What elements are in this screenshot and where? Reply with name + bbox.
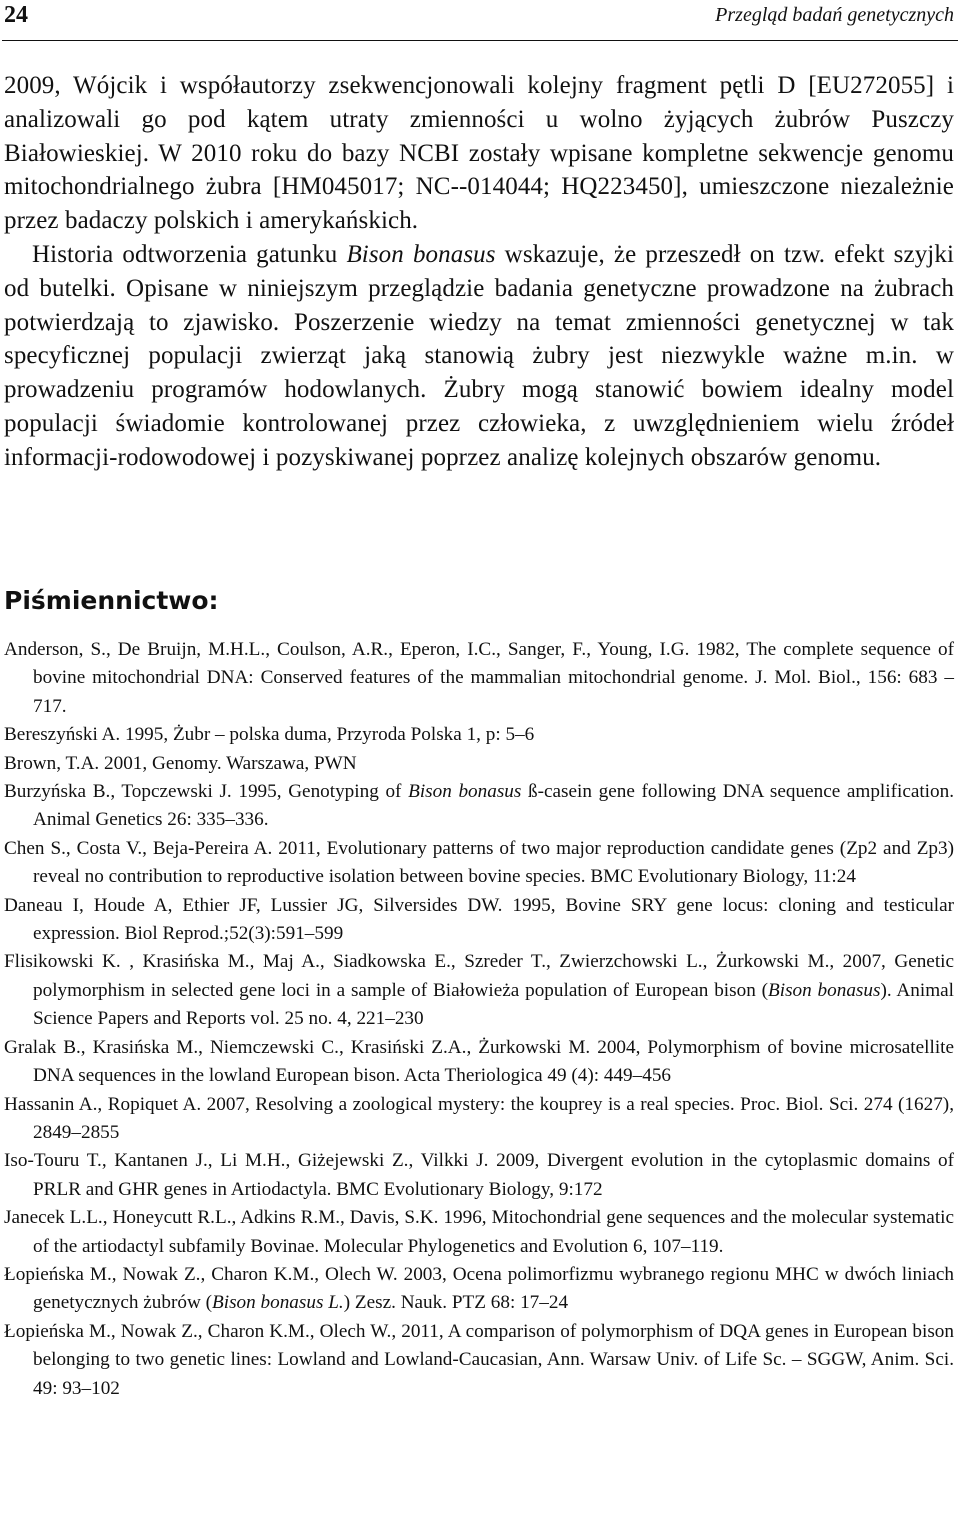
page-header [0,0,960,36]
species-name: Bison bonasus L. [212,1292,344,1314]
reference-item: Chen S., Costa V., Beja-Pereira A. 2011, Evolutionary patterns of two major reproduction candidate genes (Zp2 and Zp3) reveal no contribution to reproductive isolation between bovine species. BMC Evolutionary Biology, 11:24 [4,837,954,888]
text-run: Flisikowski K. , Krasińska M., Maj A., Siadkowska E., Szreder T., Zwierzchowski L., Żurkowski M., 2007, Genetic polymorphism in selected gene loci in a sample of Białowieża population of European bison ( [4,951,954,1001]
body-text [4,69,954,475]
reference-item: Brown, T.A. 2001, Genomy. Warszawa, PWN [4,752,357,774]
reference-item: Iso-Touru T., Kantanen J., Li M.H., Giżejewski Z., Vilkki J. 2009, Divergent evolution in the cytoplasmic domains of PRLR and GHR genes in Artiodactyla. BMC Evolutionary Biology, 9:172 [4,1150,954,1200]
text-run: ) Zesz. Nauk. PTZ 68: 17–24 [343,1292,569,1314]
reference-item: Daneau I, Houde A, Ethier JF, Lussier JG, Silversides DW. 1995, Bovine SRY gene locus: cloning and testicular expression. Biol Reprod.;52(3):591–599 [4,894,954,945]
reference-item [4,1261,954,1318]
text-run: wskazuje, że przeszedł on tzw. efekt szyjki od butelki. Opisane w niniejszym przeglądzie badania genetyczne prowadzone na żubrach potwierdzają to zjawisko. Poszerzenie wiedzy na temat zmienności genetycznej w tak specyficznej populacji zwierząt jaką stanowią żubry jest niezwykle ważne m.in. w prowadzeniu programów hodowlanych. Żubry mogą stanowić bowiem idealny model populacji świadomie kontrolowanej przez człowieka, z uwzględnieniem wielu źródeł informacji-rodowodowej i pozyskiwanej poprzez analizę kolejnych obszarów genomu. [4,240,954,471]
reference-list [4,636,954,1403]
species-name: Bison bonasus [768,979,881,1001]
paragraph [4,238,954,475]
header-rule [2,40,958,41]
reference-item [4,778,954,835]
text-run: Łopieńska M., Nowak Z., Charon K.M., Olech W. 2003, Ocena polimorfizmu wybranego regionu MHC w dwóch liniach genetycznych żubrów ( [4,1263,954,1314]
text-run: ). Animal Science Papers and Reports vol. 25 no. 4, 221–230 [33,979,954,1030]
text-run: Burzyńska B., Topczewski J. 1995, Genotyping of [4,781,409,803]
paragraph: 2009, Wójcik i współautorzy zsekwencjonowali kolejny fragment pętli D [EU272055] i analizowali go pod kątem utraty zmienności u wolno żyjących żubrów Puszczy Białowieskiej. W 2010 roku do bazy NCBI zostały wpisane kompletne sekwencje genomu mitochondrialnego żubra [HM045017; NC--014044; HQ223450], umieszczone niezależnie przez badaczy polskich i amerykańskich. [4,72,954,235]
text-run: ß-casein gene following DNA sequence amplification. Animal Genetics 26: 335–336. [33,781,954,831]
reference-item: Hassanin A., Ropiquet A. 2007, Resolving a zoological mystery: the kouprey is a real species. Proc. Biol. Sci. 274 (1627), 2849–2855 [4,1093,954,1143]
species-name: Bison bonasus [346,240,496,268]
reference-item: Anderson, S., De Bruijn, M.H.L., Coulson, A.R., Eperon, I.C., Sanger, F., Young, I.G. 1982, The complete sequence of bovine mitochondrial DNA: Conserved features of the mammalian mitochondrial genome. J. Mol. Biol., 156: 683 – 717. [4,639,954,717]
page-number: 24 [4,2,28,28]
reference-item: Bereszyński A. 1995, Żubr – polska duma, Przyroda Polska 1, p: 5–6 [4,724,535,746]
references-heading: Piśmiennictwo: [4,586,219,615]
running-title: Przegląd badań genetycznych [715,4,954,26]
reference-item: Łopieńska M., Nowak Z., Charon K.M., Olech W., 2011, A comparison of polymorphism of DQA genes in European bison belonging to two genetic lines: Lowland and Lowland-Caucasian, Ann. Warsaw Univ. of Life Sc. – SGGW, Anim. Sci. 49: 93–102 [4,1320,954,1399]
reference-item: Janecek L.L., Honeycutt R.L., Adkins R.M., Davis, S.K. 1996, Mitochondrial gene sequences and the molecular systematic of the artiodactyl subfamily Bovinae. Molecular Phylogenetics and Evolution 6, 107–119. [4,1207,954,1257]
reference-item: Gralak B., Krasińska M., Niemczewski C., Krasiński Z.A., Żurkowski M. 2004, Polymorphism of bovine microsatellite DNA sequences in the lowland European bison. Acta Theriologica 49 (4): 449–456 [4,1036,954,1087]
text-run: Historia odtworzenia gatunku [32,240,347,268]
species-name: Bison bonasus [408,781,522,803]
reference-item [4,948,954,1033]
